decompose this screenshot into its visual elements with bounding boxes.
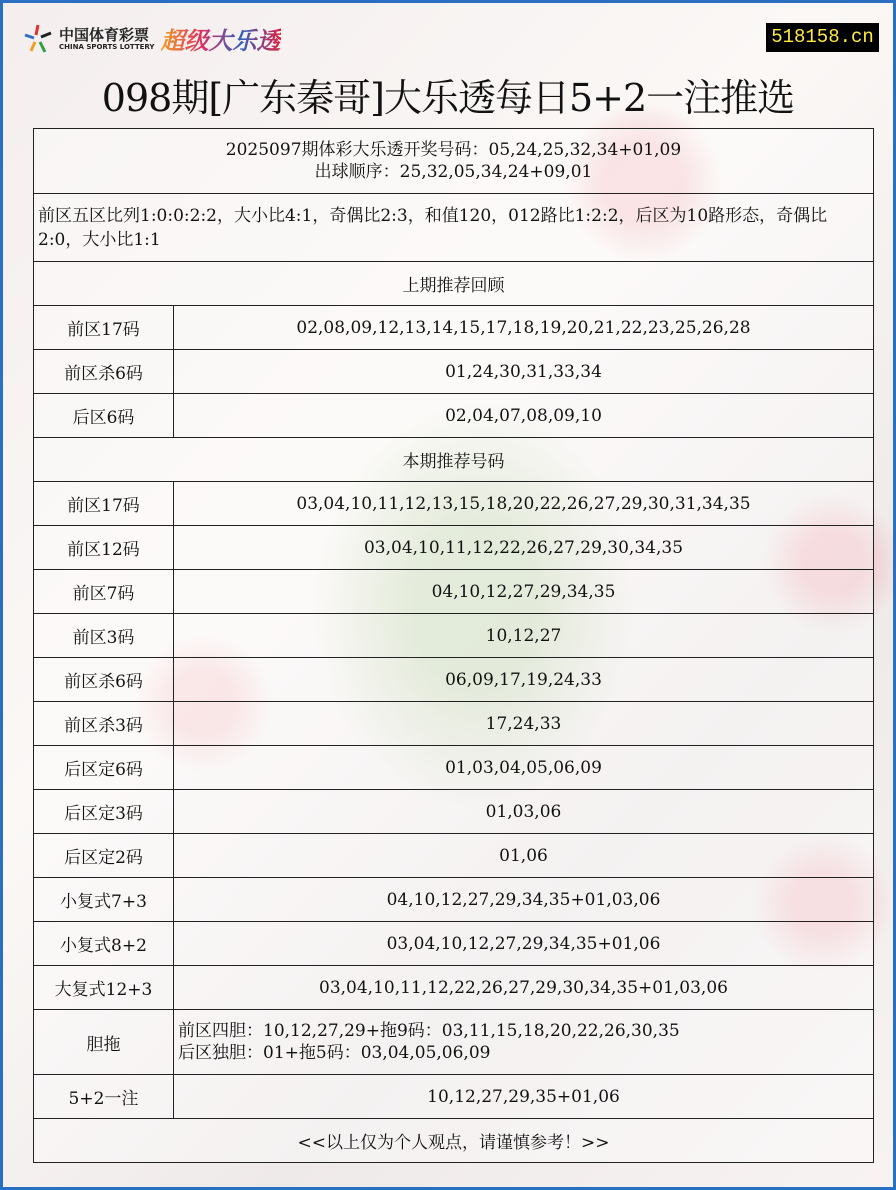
row-label: 前区杀6码 [34, 350, 174, 394]
table-row [34, 614, 874, 658]
row-value: 01,24,30,31,33,34 [174, 350, 874, 394]
row-label: 后区6码 [34, 394, 174, 438]
row-value: 06,09,17,19,24,33 [174, 658, 874, 702]
table-row [34, 966, 874, 1010]
row-label: 前区杀3码 [34, 702, 174, 746]
row-label: 前区3码 [34, 614, 174, 658]
page-title: 098期[广东秦哥]大乐透每日5+2一注推选 [101, 76, 795, 120]
row-value: 02,08,09,12,13,14,15,17,18,19,20,21,22,23,25,26,28 [174, 306, 874, 350]
row-value: 03,04,10,11,12,22,26,27,29,30,34,35 [174, 526, 874, 570]
lottery-logo [23, 21, 281, 56]
row-value: 01,03,04,05,06,09 [174, 746, 874, 790]
row-label: 后区定2码 [34, 834, 174, 878]
row-label: 小复式8+2 [34, 922, 174, 966]
row-label: 前区12码 [34, 526, 174, 570]
table-row [34, 790, 874, 834]
row-label: 后区定6码 [34, 746, 174, 790]
table-row [34, 482, 874, 526]
table-row [34, 746, 874, 790]
row-label: 小复式7+3 [34, 878, 174, 922]
single-row [34, 1075, 874, 1119]
dantuo-back: 后区独胆：01+拖5码：03,04,05,06,09 [178, 1043, 491, 1063]
row-value: 10,12,27,29,35+01,06 [174, 1075, 874, 1119]
row-value: 04,10,12,27,29,34,35 [174, 570, 874, 614]
draw-result: 2025097期体彩大乐透开奖号码：05,24,25,32,34+01,09 [225, 140, 682, 160]
disclaimer: <<以上仅为个人观点，请谨慎参考！>> [34, 1119, 874, 1163]
row-value: 01,06 [174, 834, 874, 878]
row-label: 大复式12+3 [34, 966, 174, 1010]
site-badge: 518158.cn [766, 23, 879, 52]
table-row [34, 878, 874, 922]
row-label: 5+2一注 [34, 1075, 174, 1119]
table-row [34, 658, 874, 702]
dantuo-row [34, 1010, 874, 1075]
row-label: 前区17码 [34, 306, 174, 350]
row-label: 前区杀6码 [34, 658, 174, 702]
cur-section-title: 本期推荐号码 [34, 438, 874, 482]
table-row [34, 570, 874, 614]
row-label: 前区7码 [34, 570, 174, 614]
logo-brand: 超级大乐透 [161, 21, 281, 56]
row-value: 10,12,27 [174, 614, 874, 658]
table-row [34, 350, 874, 394]
table-row [34, 394, 874, 438]
prev-section-title: 上期推荐回顾 [34, 262, 874, 306]
draw-order: 出球顺序：25,32,05,34,24+09,01 [314, 162, 593, 182]
dantuo-front: 前区四胆：10,12,27,29+拖9码：03,11,15,18,20,22,26,30,35 [178, 1021, 680, 1041]
row-label: 前区17码 [34, 482, 174, 526]
logo-cn: 中国体育彩票 [59, 25, 150, 44]
row-value: 01,03,06 [174, 790, 874, 834]
table-row [34, 702, 874, 746]
row-value: 03,04,10,11,12,13,15,18,20,22,26,27,29,30,31,34,35 [174, 482, 874, 526]
row-value: 02,04,07,08,09,10 [174, 394, 874, 438]
row-label: 胆拖 [34, 1010, 174, 1075]
row-value: 17,24,33 [174, 702, 874, 746]
draw-result-row [34, 129, 874, 194]
row-label: 后区定3码 [34, 790, 174, 834]
table-row [34, 306, 874, 350]
row-value: 03,04,10,11,12,22,26,27,29,30,34,35+01,03,06 [174, 966, 874, 1010]
row-value: 04,10,12,27,29,34,35+01,03,06 [174, 878, 874, 922]
logo-en: CHINA SPORTS LOTTERY [59, 42, 155, 51]
row-value: 03,04,10,12,27,29,34,35+01,06 [174, 922, 874, 966]
analysis-text: 前区五区比列1:0:0:2:2，大小比4:1，奇偶比2:3，和值120，012路比1:2:2，后区为10路形态，奇偶比2:0，大小比1:1 [34, 194, 874, 262]
recommendation-table [33, 128, 874, 1163]
table-row [34, 922, 874, 966]
table-row [34, 834, 874, 878]
table-row [34, 526, 874, 570]
lottery-star-icon [23, 23, 53, 55]
